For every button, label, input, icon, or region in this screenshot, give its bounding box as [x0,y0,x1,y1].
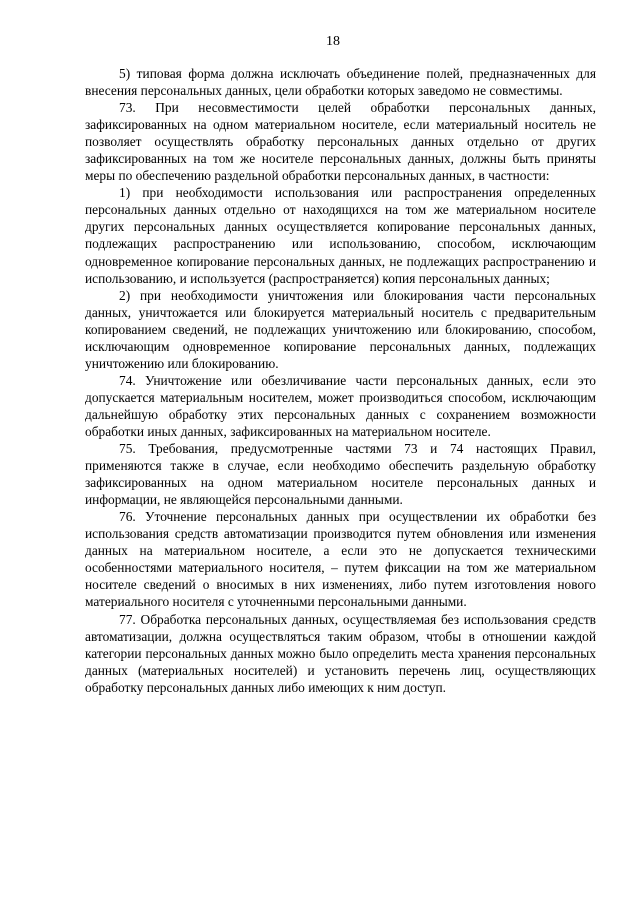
paragraph-75: 75. Требования, предусмотренные частями 73 и 74 настоящих Правил, применяются также в случае, если необходимо обеспечить раздельную обработку зафиксированных на одном материальном носителе персональных данных и информации, не являющейся персональными данными. [85,441,596,508]
paragraph-76: 76. Уточнение персональных данных при осуществлении их обработки без использования средств автоматизации производится путем обновления или изменения данных на материальном носителе, а если это не допускается техническими особенностями материального носителя, – путем фиксации на том же материальном носителе сведений о вносимых в них изменениях, либо путем изготовления нового материального носителя с уточненными персональными данными. [85,509,596,610]
paragraph-77: 77. Обработка персональных данных, осуществляемая без использования средств автоматизации, должна осуществляться таким образом, чтобы в отношении каждой категории персональных данных можно было определить места хранения персональных данных (материальных носителей) и установить перечень лиц, осуществляющих обработку персональных данных либо имеющих к ним доступ. [85,611,596,695]
document-body [85,65,596,696]
paragraph-73-subitem-2: 2) при необходимости уничтожения или блокирования части персональных данных, уничтожается или блокируется материальный носитель с предварительным копированием сведений, не подлежащих уничтожению или блокированию, способом, исключающим одновременное копирование персональных данных, подлежащих уничтожению или блокированию. [85,287,596,371]
paragraph-73: 73. При несовместимости целей обработки персональных данных, зафиксированных на одном материальном носителе, если материальный носитель не позволяет осуществлять обработку персональных данных отдельно от других зафиксированных на том же носителе персональных данных, должны быть приняты меры по обеспечению раздельной обработки персональных данных, в частности: [85,100,596,184]
paragraph-73-subitem-1: 1) при необходимости использования или распространения определенных персональных данных отдельно от находящихся на том же материальном носителе других персональных данных осуществляется копирование персональных данных, подлежащих распространению или использованию, способом, исключающим одновременное копирование персональных данных, не подлежащих распространению и использованию, и используется (распространяется) копия персональных данных; [85,185,596,286]
page-number: 18 [326,34,340,49]
paragraph-item-5-typical-form: 5) типовая форма должна исключать объединение полей, предназначенных для внесения персональных данных, цели обработки которых заведомо не совместимы. [85,66,596,99]
paragraph-74: 74. Уничтожение или обезличивание части персональных данных, если это допускается материальным носителем, может производиться способом, исключающим дальнейшую обработку этих персональных данных с сохранением возможности обработки иных данных, зафиксированных на материальном носителе. [85,372,596,439]
